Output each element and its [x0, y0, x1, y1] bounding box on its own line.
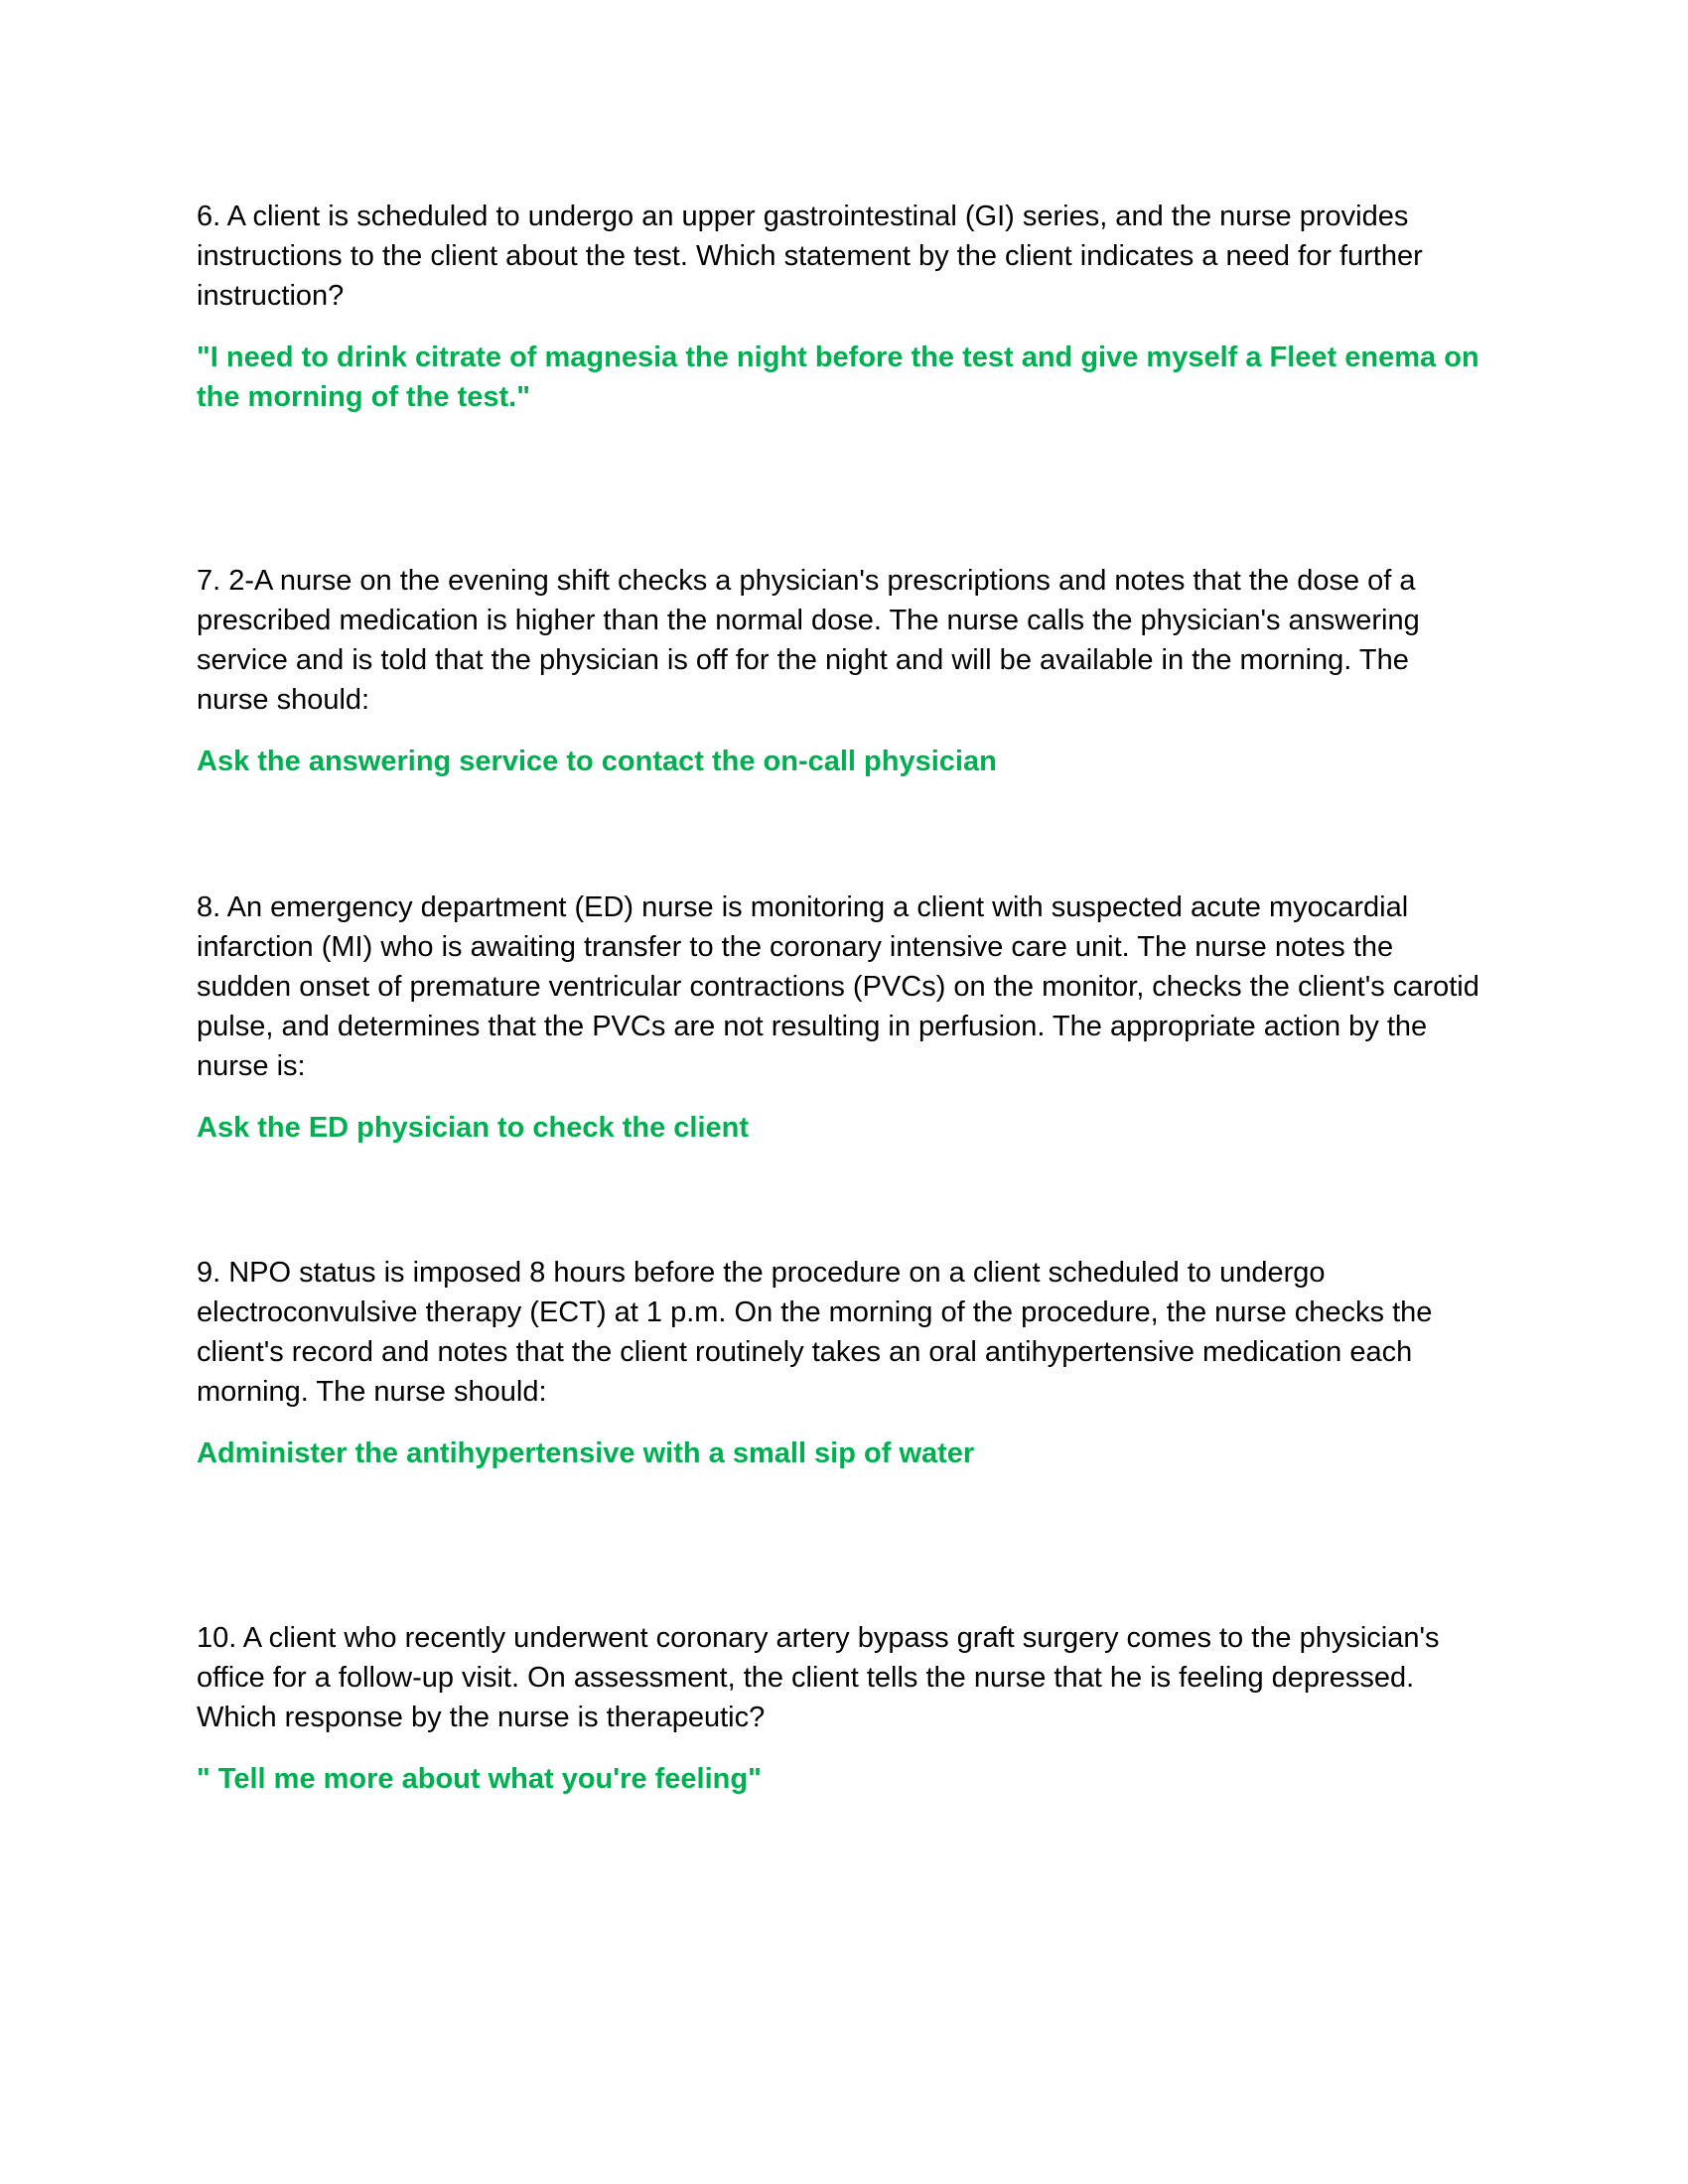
answer-text: " Tell me more about what you're feeling": [197, 1763, 762, 1795]
answer-text: Ask the answering service to contact the on-call physician: [197, 746, 997, 777]
question-text: 10. A client who recently underwent coronary artery bypass graft surgery comes to the physician's office for a follow-up visit. On assessment, the client tells the nurse that he is feeling depressed. Which response by the nurse is therapeutic?: [197, 1622, 1440, 1733]
answer-text: Administer the antihypertensive with a small sip of water: [197, 1437, 975, 1469]
question-block-8: [197, 887, 1487, 1148]
question-text: 9. NPO status is imposed 8 hours before the procedure on a client scheduled to undergo electroconvulsive therapy (ECT) at 1 p.m. On the morning of the procedure, the nurse checks the client's record and notes that the client routinely takes an oral antihypertensive medication each morning. The nurse should:: [197, 1257, 1433, 1408]
question-text: 6. A client is scheduled to undergo an upper gastrointestinal (GI) series, and the nurse provides instructions to the client about the test. Which statement by the client indicates a need for further instruction?: [197, 201, 1423, 312]
question-block-10: [197, 1618, 1487, 1799]
answer-text: "I need to drink citrate of magnesia the night before the test and give myself a Fleet enema on the morning of the test.": [197, 341, 1479, 413]
question-block-9: [197, 1253, 1487, 1473]
answer-text: Ask the ED physician to check the client: [197, 1112, 749, 1144]
question-text: 7. 2-A nurse on the evening shift checks a physician's prescriptions and notes that the dose of a prescribed medication is higher than the normal dose. The nurse calls the physician's answering service and is told that the physician is off for the night and will be available in the morning. The nurse should:: [197, 565, 1420, 716]
question-block-6: [197, 197, 1487, 417]
question-text: 8. An emergency department (ED) nurse is monitoring a client with suspected acute myocardial infarction (MI) who is awaiting transfer to the coronary intensive care unit. The nurse notes the sudden onset of premature ventricular contractions (PVCs) on the monitor, checks the client's carotid pulse, and determines that the PVCs are not resulting in perfusion. The appropriate action by the nurse is:: [197, 891, 1479, 1082]
question-block-7: [197, 561, 1487, 781]
